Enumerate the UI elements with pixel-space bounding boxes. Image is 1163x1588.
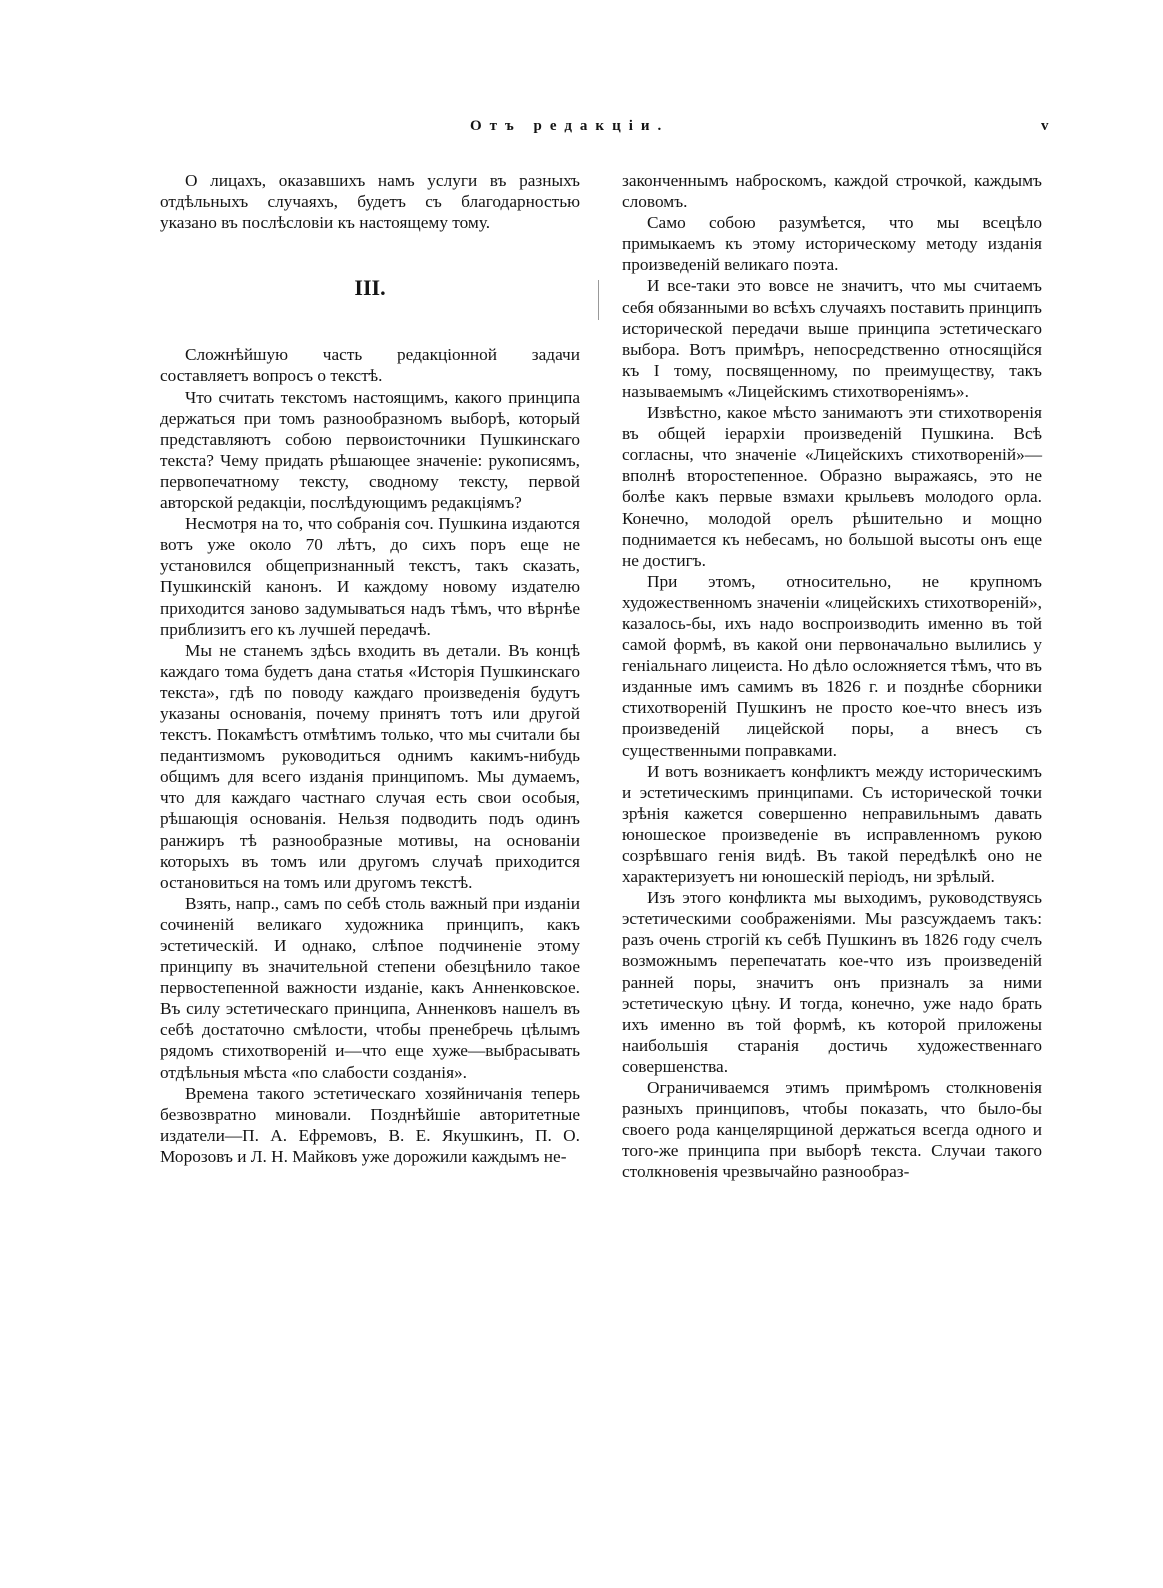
paragraph: Времена такого эстетическаго хозяйничанія теперь безвозвратно миновали. Позднѣйшіе авторитетные издатели—П. А. Ефремовъ, В. Е. Якушкинъ, П. О. Морозовъ и Л. Н. Майковъ уже дорожили каждымъ не- — [160, 1083, 580, 1166]
paragraph: Изъ этого конфликта мы выходимъ, руководствуясь эстетическими соображеніями. Мы разсуждаемъ такъ: разъ очень строгій къ себѣ Пушкинъ въ 1826 году счелъ возможнымъ перепечатать кое-что изъ произведеній ранней поры, значитъ онъ призналъ за ними эстетическую цѣну. И тогда, конечно, уже надо брать ихъ именно въ той формѣ, къ которой приложены наибольшія старанія достичь художественнаго совершенства. — [622, 888, 1042, 1076]
paragraph: законченнымъ наброскомъ, каждой строчкой, каждымъ словомъ. — [622, 171, 1042, 212]
paragraph: О лицахъ, оказавшихъ намъ услуги въ разныхъ отдѣльныхъ случаяхъ, будетъ съ благодарностью указано въ послѣсловіи къ настоящему тому. — [160, 171, 580, 233]
column-divider — [598, 280, 599, 320]
paragraph: И вотъ возникаетъ конфликтъ между историческимъ и эстетическимъ принципами. Съ исторической точки зрѣнія кажется совершенно неправильнымъ давать юношеское произведеніе въ исправленномъ рукою созрѣвшаго генія видѣ. Въ такой передѣлкѣ оно не характеризуетъ ни юношескій періодъ, ни зрѣлый. — [622, 761, 1042, 887]
left-column — [160, 170, 580, 1167]
paragraph: Ограничиваемся этимъ примѣромъ столкновенія разныхъ принциповъ, чтобы показать, что было-бы своего рода канцелярщиной держаться всегда одного и того-же принципа при выборѣ текста. Случаи такого столкновенія чрезвычайно разнообраз- — [622, 1078, 1042, 1182]
running-header — [0, 118, 1163, 142]
paragraph: Взять, напр., самъ по себѣ столь важный при изданіи сочиненій великаго художника принципъ, какъ эстетическій. И однако, слѣпое подчиненіе этому принципу въ значительной степени обезцѣнило такое первостепенной важности изданіе, какъ Анненковское. Въ силу эстетическаго принципа, Анненковъ нашелъ въ себѣ достаточно смѣлости, чтобы пренебречь цѣлымъ рядомъ стихотвореній и—что еще хуже—выбрасывать отдѣльныя мѣста «по слабости созданія». — [160, 893, 580, 1082]
paragraph: Извѣстно, какое мѣсто занимаютъ эти стихотворенія въ общей іерархіи произведеній Пушкина. Всѣ согласны, что значеніе «Лицейскихъ стихотвореній»—вполнѣ второстепенное. Образно выражаясь, это не болѣе какъ первые взмахи крыльевъ молодого орла. Конечно, молодой орелъ рѣшительно и мощно поднимается къ небесамъ, но большой высоты онъ еще не достигъ. — [622, 403, 1042, 570]
right-column — [622, 170, 1042, 1183]
paragraph: Само собою разумѣется, что мы всецѣло примыкаемъ къ этому историческому методу изданія произведеній великаго поэта. — [622, 213, 1042, 275]
paragraph: При этомъ, относительно, не крупномъ художественномъ значеніи «лицейскихъ стихотвореній», казалось-бы, ихъ надо воспроизводить именно въ той самой формѣ, въ какой они первоначально вылились у геніальнаго лицеиста. Но дѣло осложняется тѣмъ, что въ изданные имъ самимъ въ 1826 г. и позднѣе сборники стихотвореній Пушкинъ не просто кое-что внесъ изъ произведеній лицейской поры, а внесъ съ существенными поправками. — [622, 571, 1042, 760]
paragraph: И все-таки это вовсе не значитъ, что мы считаемъ себя обязанными во всѣхъ случаяхъ поставить принципъ исторической передачи выше принципа эстетическаго выбора. Вотъ примѣръ, непосредственно относящійся къ I тому, посвященному, по преимуществу, такъ называемымъ «Лицейскимъ стихотвореніямъ». — [622, 276, 1042, 401]
running-title: Отъ редакціи. — [470, 118, 670, 134]
paragraph: Что считать текстомъ настоящимъ, какого принципа держаться при томъ разнообразномъ выборѣ, который представляютъ собою первоисточники Пушкинскаго текста? Чему придать рѣшающее значеніе: рукописямъ, первопечатному тексту, сводному тексту, первой авторской редакціи, послѣдующимъ редакціямъ? — [160, 387, 580, 513]
paragraph: Сложнѣйшую часть редакціонной задачи составляетъ вопросъ о текстѣ. — [160, 345, 580, 386]
paragraph: Несмотря на то, что собранія соч. Пушкина издаются вотъ уже около 70 лѣтъ, до сихъ поръ еще не установился общепризнанный текстъ, такъ сказать, Пушкинскій канонъ. И каждому новому издателю приходится заново задумываться надъ тѣмъ, что вѣрнѣе приблизитъ его къ лучшей передачѣ. — [160, 514, 580, 639]
section-numeral: III. — [354, 275, 386, 301]
page-number: v — [1041, 118, 1049, 134]
paragraph: Мы не станемъ здѣсь входить въ детали. Въ концѣ каждаго тома будетъ дана статья «Исторія Пушкинскаго текста», гдѣ по поводу каждаго произведенія будутъ указаны основанія, почему принятъ тотъ или другой текстъ. Покамѣстъ отмѣтимъ только, что мы считали бы педантизмомъ руководиться однимъ какимъ-нибудь общимъ для всего изданія принципомъ. Мы думаемъ, что для каждаго частнаго случая есть свои особыя, рѣшающія основанія. Нельзя подводить подъ одинъ ранжиръ тѣ разнообразные мотивы, на основаніи которыхъ въ томъ или другомъ случаѣ приходится остановиться на томъ или другомъ текстѣ. — [160, 640, 580, 892]
